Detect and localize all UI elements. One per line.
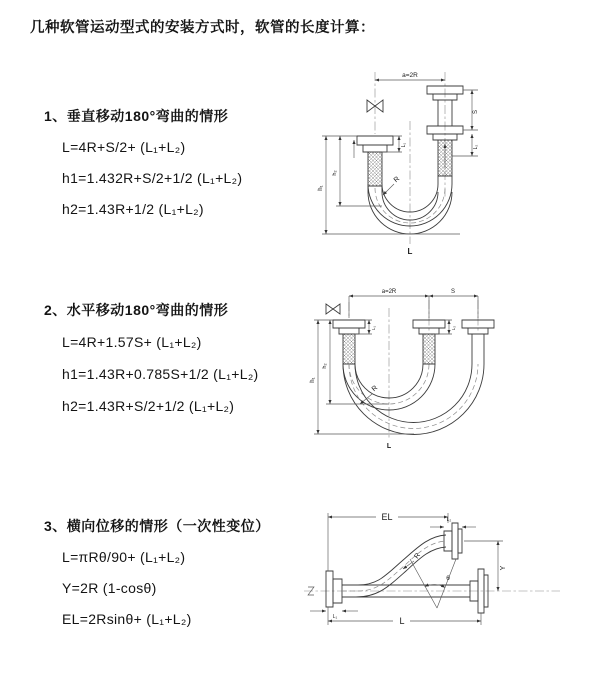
dim-el	[328, 512, 448, 571]
formula-line: EL=2Rsinθ+ (L₁+L₂)	[62, 611, 192, 627]
dim-a-2r	[375, 72, 445, 80]
formula-line: Y=2R (1-cosθ)	[62, 580, 157, 596]
centerlines	[349, 300, 478, 440]
right-pipe-fitting	[462, 320, 494, 364]
dim-l1-label: L₁	[332, 614, 338, 620]
dim-l2-label: L₂	[446, 517, 452, 523]
radius-label: R	[370, 384, 380, 394]
left-pipe-fitting	[333, 320, 365, 364]
middle-pipe-fitting	[413, 320, 445, 364]
dim-h2-label: h₂	[322, 363, 328, 369]
dim-s-label: S	[473, 109, 479, 115]
dim-a-s	[349, 289, 478, 318]
length-label: L	[399, 616, 405, 626]
radius-label: R	[413, 552, 423, 561]
radius-callout	[403, 552, 422, 569]
angle-label: θ	[446, 575, 450, 582]
radius-label: R	[392, 175, 402, 185]
diagram-horizontal-180-bend	[306, 282, 600, 452]
dim-y	[464, 541, 507, 591]
formula-line: h1=1.432R+S/2+1/2 (L₁+L₂)	[62, 170, 243, 186]
section-2-formulas	[62, 326, 259, 422]
dim-l2-label: L₂	[451, 325, 456, 331]
angle-theta	[410, 559, 456, 608]
formula-line: L=4R+1.57S+ (L₁+L₂)	[62, 334, 202, 350]
dim-s-label: S	[450, 289, 456, 295]
left-pipe-fitting	[357, 136, 393, 192]
formula-line: h1=1.43R+0.785S+1/2 (L₁+L₂)	[62, 366, 259, 382]
section-2-heading: 2、水平移动180°弯曲的情形	[44, 302, 229, 318]
dim-h1-label: h₁	[310, 377, 316, 383]
section-1-heading: 1、垂直移动180°弯曲的情形	[44, 108, 229, 124]
dim-el-label: EL	[381, 512, 393, 522]
formula-line: h2=1.43R+1/2 (L₁+L₂)	[62, 201, 204, 217]
dim-h2-label: h₂	[332, 170, 338, 176]
dim-l1	[310, 611, 358, 620]
section-3-heading: 3、横向位移的情形（一次性变位）	[44, 518, 270, 534]
section-1-formulas	[62, 132, 242, 225]
length-label: L	[386, 443, 392, 450]
dim-l1-label: L₁	[401, 142, 407, 148]
diagram-lateral-displacement	[298, 503, 598, 643]
dim-h1-h2	[310, 320, 414, 434]
length-label: L	[407, 247, 413, 256]
dim-a-label: a=2R	[381, 289, 397, 295]
dim-a-label: a=2R	[402, 72, 418, 79]
page-title: 几种软管运动型式的安装方式时，软管的长度计算：	[30, 20, 375, 36]
valve-icon	[326, 304, 340, 314]
radius-callout	[383, 176, 401, 195]
dim-l1-l2	[355, 320, 456, 334]
s-curve-hose	[342, 535, 446, 597]
formula-line: L=πRθ/90+ (L₁+L₂)	[62, 549, 186, 565]
dim-l1-label: L₁	[371, 325, 376, 331]
formula-line: h2=1.43R+S/2+1/2 (L₁+L₂)	[62, 398, 235, 414]
dim-l2-label: L₂	[473, 144, 479, 150]
dim-h1-label: h₁	[318, 185, 324, 191]
diagram-vertical-180-bend	[310, 66, 600, 261]
hose-u-bends	[343, 364, 484, 435]
formula-line: L=4R+S/2+ (L₁+L₂)	[62, 139, 186, 155]
top-right-flange	[444, 523, 462, 559]
left-flange	[326, 571, 342, 607]
dim-l2	[430, 517, 476, 527]
section-3-formulas	[62, 542, 192, 635]
dim-l	[328, 607, 481, 626]
dim-l1	[382, 136, 407, 152]
dim-y-label: Y	[500, 565, 507, 571]
